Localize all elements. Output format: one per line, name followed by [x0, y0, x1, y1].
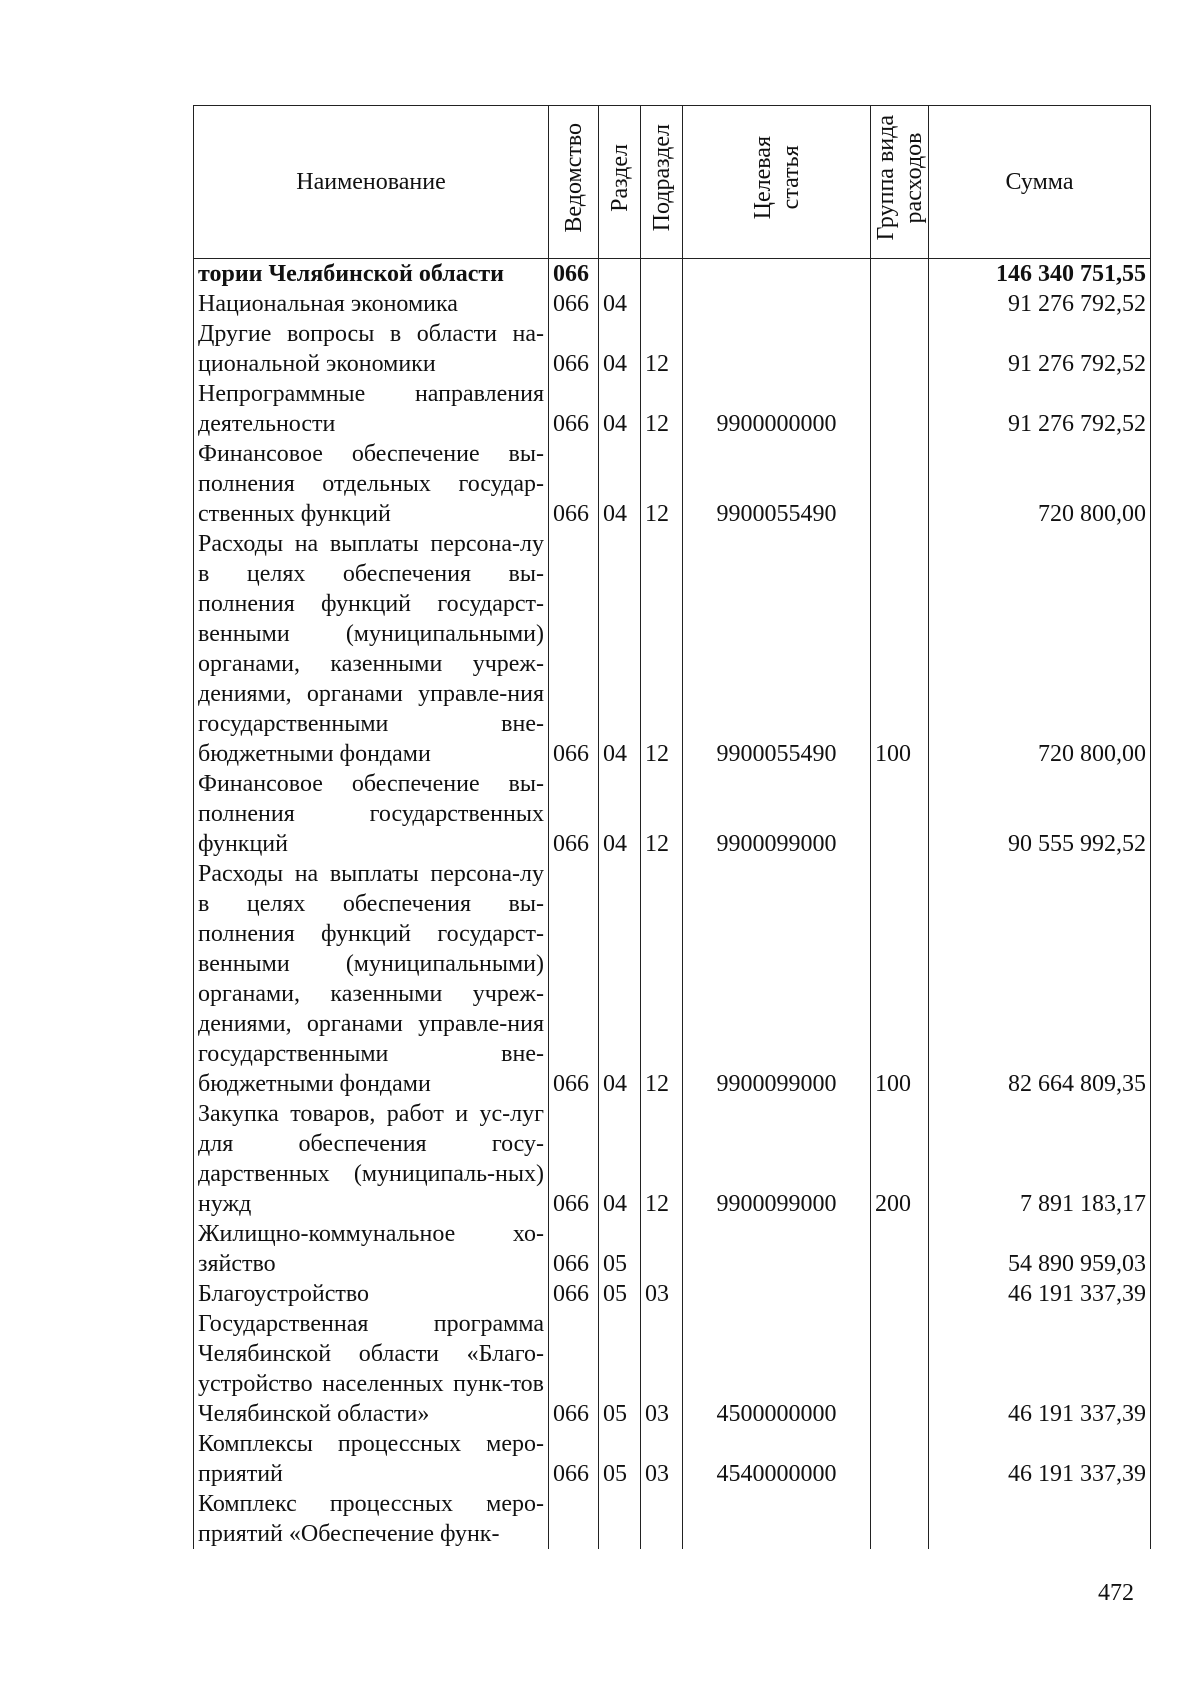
header-celevaya-statya: Целевая статья — [683, 106, 871, 259]
row-razdel: 05 — [599, 1219, 641, 1279]
row-vedomstvo: 066 — [549, 1429, 599, 1489]
table-row — [194, 529, 1151, 769]
row-name: Финансовое обеспечение вы-полнения отдельных государ-ственных функций — [194, 439, 549, 529]
row-podrazdel — [641, 1489, 683, 1549]
row-vedomstvo: 066 — [549, 259, 599, 290]
row-podrazdel — [641, 259, 683, 290]
row-summa: 46 191 337,39 — [929, 1309, 1151, 1429]
row-razdel — [599, 259, 641, 290]
row-summa: 91 276 792,52 — [929, 289, 1151, 319]
row-vedomstvo — [549, 1489, 599, 1549]
row-podrazdel: 03 — [641, 1429, 683, 1489]
row-vedomstvo: 066 — [549, 769, 599, 859]
row-name: тории Челябинской области — [194, 259, 549, 290]
row-summa: 7 891 183,17 — [929, 1099, 1151, 1219]
row-name: Комплексы процессных меро-приятий — [194, 1429, 549, 1489]
row-gruppa — [871, 1309, 929, 1429]
row-gruppa — [871, 1429, 929, 1489]
row-name: Расходы на выплаты персона-лу в целях обеспечения вы-полнения функций государст-венными (муниципальными) органами, казенными учреж-дениями, органами управле-ния государственными вне-бюджетными фондами — [194, 859, 549, 1099]
table-row — [194, 379, 1151, 439]
row-summa: 46 191 337,39 — [929, 1279, 1151, 1309]
row-gruppa — [871, 289, 929, 319]
table-row — [194, 1429, 1151, 1489]
row-summa: 91 276 792,52 — [929, 379, 1151, 439]
row-gruppa — [871, 259, 929, 290]
row-name: Непрограммные направления деятельности — [194, 379, 549, 439]
row-razdel: 04 — [599, 1099, 641, 1219]
table-header — [194, 106, 1151, 259]
row-razdel: 04 — [599, 439, 641, 529]
row-summa: 90 555 992,52 — [929, 769, 1151, 859]
row-razdel: 04 — [599, 289, 641, 319]
row-celevaya-statya — [683, 259, 871, 290]
table-row — [194, 769, 1151, 859]
row-vedomstvo: 066 — [549, 319, 599, 379]
row-vedomstvo: 066 — [549, 529, 599, 769]
row-celevaya-statya — [683, 319, 871, 379]
row-gruppa — [871, 439, 929, 529]
row-podrazdel: 12 — [641, 529, 683, 769]
row-vedomstvo: 066 — [549, 859, 599, 1099]
header-summa: Сумма — [929, 106, 1151, 259]
table-row — [194, 439, 1151, 529]
row-gruppa — [871, 769, 929, 859]
table-row — [194, 1219, 1151, 1279]
row-podrazdel: 12 — [641, 319, 683, 379]
row-podrazdel: 03 — [641, 1309, 683, 1429]
row-razdel: 05 — [599, 1309, 641, 1429]
row-celevaya-statya — [683, 289, 871, 319]
row-gruppa — [871, 1219, 929, 1279]
row-name: Жилищно-коммунальное хо-зяйство — [194, 1219, 549, 1279]
row-vedomstvo: 066 — [549, 1279, 599, 1309]
row-summa: 54 890 959,03 — [929, 1219, 1151, 1279]
row-razdel: 04 — [599, 379, 641, 439]
row-vedomstvo: 066 — [549, 1309, 599, 1429]
row-razdel: 04 — [599, 769, 641, 859]
budget-table — [193, 105, 1151, 1549]
row-gruppa: 100 — [871, 859, 929, 1099]
header-razdel: Раздел — [599, 106, 641, 259]
row-vedomstvo: 066 — [549, 289, 599, 319]
row-gruppa: 100 — [871, 529, 929, 769]
row-name: Комплекс процессных меро-приятий «Обеспечение функ- — [194, 1489, 549, 1549]
row-podrazdel: 12 — [641, 859, 683, 1099]
table-row — [194, 259, 1151, 290]
row-summa: 82 664 809,35 — [929, 859, 1151, 1099]
row-razdel — [599, 1489, 641, 1549]
row-name: Благоустройство — [194, 1279, 549, 1309]
row-razdel: 04 — [599, 859, 641, 1099]
row-vedomstvo: 066 — [549, 439, 599, 529]
row-celevaya-statya: 9900099000 — [683, 859, 871, 1099]
row-name: Финансовое обеспечение вы-полнения государственных функций — [194, 769, 549, 859]
row-celevaya-statya: 9900099000 — [683, 769, 871, 859]
row-summa: 146 340 751,55 — [929, 259, 1151, 290]
page-number: 472 — [1098, 1580, 1134, 1606]
row-razdel: 04 — [599, 529, 641, 769]
table-row — [194, 289, 1151, 319]
row-name: Национальная экономика — [194, 289, 549, 319]
table-row — [194, 1489, 1151, 1549]
row-vedomstvo: 066 — [549, 1219, 599, 1279]
row-name: Расходы на выплаты персона-лу в целях обеспечения вы-полнения функций государст-венными (муниципальными) органами, казенными учреж-дениями, органами управле-ния государственными вне-бюджетными фондами — [194, 529, 549, 769]
row-celevaya-statya: 4500000000 — [683, 1309, 871, 1429]
row-celevaya-statya: 4540000000 — [683, 1429, 871, 1489]
row-summa: 720 800,00 — [929, 529, 1151, 769]
row-gruppa — [871, 1279, 929, 1309]
header-vedomstvo: Ведомство — [549, 106, 599, 259]
row-summa — [929, 1489, 1151, 1549]
row-podrazdel: 12 — [641, 439, 683, 529]
row-gruppa: 200 — [871, 1099, 929, 1219]
header-gruppa-vida-rashodov: Группа вида расходов — [871, 106, 929, 259]
row-summa: 720 800,00 — [929, 439, 1151, 529]
row-podrazdel: 12 — [641, 769, 683, 859]
row-gruppa — [871, 379, 929, 439]
row-celevaya-statya — [683, 1219, 871, 1279]
row-name: Государственная программа Челябинской области «Благо-устройство населенных пунк-тов Челябинской области» — [194, 1309, 549, 1429]
row-vedomstvo: 066 — [549, 379, 599, 439]
row-gruppa — [871, 1489, 929, 1549]
row-name: Закупка товаров, работ и ус-луг для обеспечения госу-дарственных (муниципаль-ных) нужд — [194, 1099, 549, 1219]
table-row — [194, 859, 1151, 1099]
row-celevaya-statya: 9900055490 — [683, 529, 871, 769]
header-podrazdel: Подраздел — [641, 106, 683, 259]
table-body — [194, 259, 1151, 1550]
row-vedomstvo: 066 — [549, 1099, 599, 1219]
header-name: Наименование — [194, 106, 549, 259]
row-podrazdel — [641, 289, 683, 319]
table-row — [194, 1279, 1151, 1309]
row-summa: 91 276 792,52 — [929, 319, 1151, 379]
row-podrazdel: 12 — [641, 1099, 683, 1219]
row-celevaya-statya — [683, 1489, 871, 1549]
row-name: Другие вопросы в области на-циональной экономики — [194, 319, 549, 379]
row-celevaya-statya: 9900055490 — [683, 439, 871, 529]
row-celevaya-statya: 9900000000 — [683, 379, 871, 439]
row-razdel: 05 — [599, 1429, 641, 1489]
row-razdel: 04 — [599, 319, 641, 379]
row-gruppa — [871, 319, 929, 379]
row-celevaya-statya: 9900099000 — [683, 1099, 871, 1219]
row-razdel: 05 — [599, 1279, 641, 1309]
row-podrazdel: 03 — [641, 1279, 683, 1309]
row-celevaya-statya — [683, 1279, 871, 1309]
row-podrazdel — [641, 1219, 683, 1279]
table-row — [194, 319, 1151, 379]
row-podrazdel: 12 — [641, 379, 683, 439]
table-row — [194, 1309, 1151, 1429]
row-summa: 46 191 337,39 — [929, 1429, 1151, 1489]
table-row — [194, 1099, 1151, 1219]
